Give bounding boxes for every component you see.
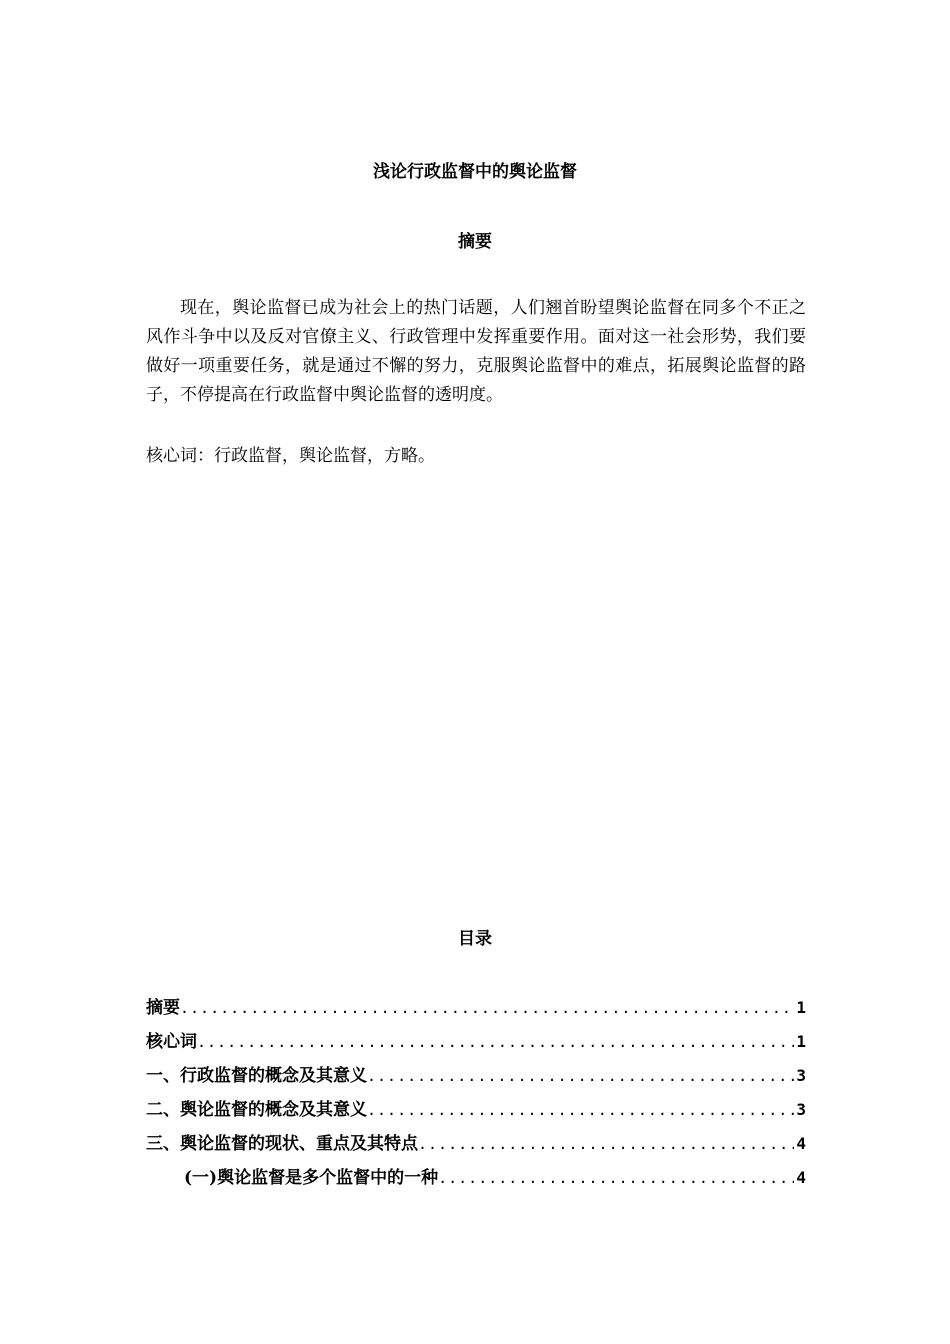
document-title: 浅论行政监督中的舆论监督 xyxy=(373,162,577,182)
toc-leader-dots xyxy=(367,1062,794,1090)
toc-leader-dots xyxy=(197,1028,794,1056)
toc-entry-label: 二、舆论监督的概念及其意义 xyxy=(146,1100,367,1120)
toc-leader-dots xyxy=(180,994,794,1022)
keywords-line: 核心词：行政监督，舆论监督，方略。 xyxy=(146,446,435,466)
abstract-body: 现在，舆论监督已成为社会上的热门话题，人们翘首盼望舆论监督在同多个不正之风作斗争中以及反对官僚主义、行政管理中发挥重要作用。面对这一社会形势，我们要做好一项重要任务，就是通过不懈的努力，克服舆论监督中的难点，拓展舆论监督的路子，不停提高在行政监督中舆论监督的透明度。 xyxy=(146,298,806,405)
table-of-contents xyxy=(146,994,806,1198)
toc-leader-dots xyxy=(438,1164,794,1192)
toc-leader-dots xyxy=(418,1130,794,1158)
toc-entry-label: 核心词 xyxy=(146,1032,197,1052)
toc-entry-label: 摘要 xyxy=(146,998,180,1018)
toc-entry-label: 三、舆论监督的现状、重点及其特点 xyxy=(146,1134,418,1154)
toc-page-number: 1 xyxy=(796,1032,806,1051)
toc-entry-section-3[interactable] xyxy=(146,1130,806,1164)
toc-page-number: 1 xyxy=(796,998,806,1017)
toc-entry-label: (一)舆论监督是多个监督中的一种 xyxy=(184,1168,439,1188)
toc-leader-dots xyxy=(367,1096,794,1124)
toc-page-number: 4 xyxy=(796,1134,806,1153)
toc-page-number: 3 xyxy=(796,1100,806,1119)
toc-entry-abstract[interactable] xyxy=(146,994,806,1028)
toc-heading: 目录 xyxy=(458,929,492,949)
toc-page-number: 3 xyxy=(796,1066,806,1085)
toc-entry-section-1[interactable] xyxy=(146,1062,806,1096)
toc-entry-section-2[interactable] xyxy=(146,1096,806,1130)
toc-entry-section-3-1[interactable] xyxy=(146,1164,806,1198)
toc-entry-label: 一、行政监督的概念及其意义 xyxy=(146,1066,367,1086)
toc-page-number: 4 xyxy=(796,1168,806,1187)
toc-entry-keywords[interactable] xyxy=(146,1028,806,1062)
abstract-heading: 摘要 xyxy=(458,232,492,252)
